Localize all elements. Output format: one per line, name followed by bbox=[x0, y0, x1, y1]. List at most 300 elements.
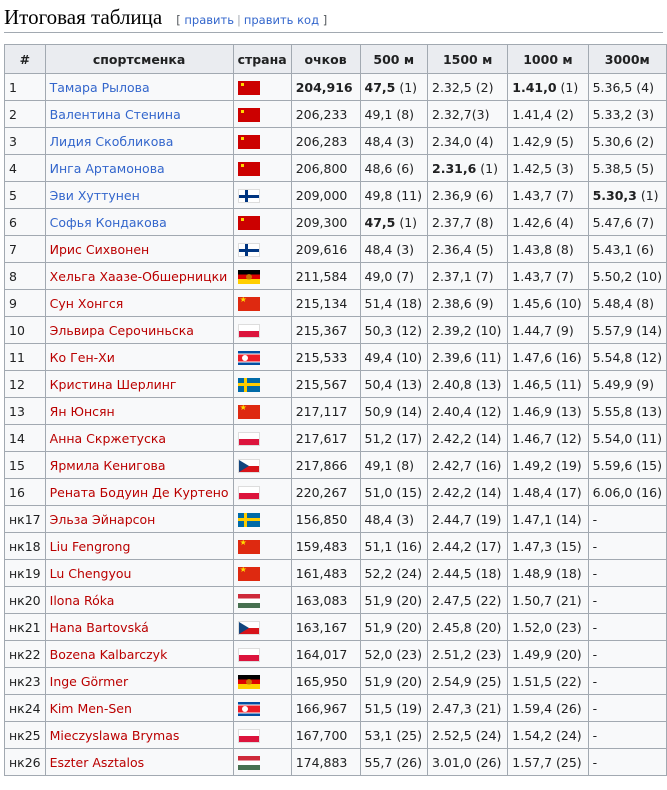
results-table bbox=[4, 44, 667, 776]
d3000-cell bbox=[588, 560, 666, 587]
d1000-cell bbox=[508, 263, 588, 290]
place-value: (23) bbox=[552, 619, 582, 635]
gdr-flag-icon[interactable] bbox=[238, 675, 260, 689]
place-value: (7) bbox=[392, 268, 415, 284]
time-value: 49,8 bbox=[364, 187, 393, 203]
points-value: 215,134 bbox=[295, 295, 348, 311]
points-value: 220,267 bbox=[295, 484, 348, 500]
d1000-cell bbox=[508, 182, 588, 209]
d1500-cell bbox=[428, 344, 508, 371]
time-value: 49,0 bbox=[364, 268, 393, 284]
rank-cell: 1 bbox=[5, 74, 46, 101]
country-cell bbox=[233, 506, 291, 533]
prk-flag-icon[interactable] bbox=[238, 702, 260, 716]
time-value: 49,4 bbox=[364, 349, 393, 365]
place-value: (6) bbox=[392, 160, 415, 176]
athlete-link[interactable]: Инга Артамонова bbox=[49, 160, 165, 176]
d500-cell bbox=[360, 236, 428, 263]
d3000-cell bbox=[588, 614, 666, 641]
d1500-cell bbox=[428, 749, 508, 776]
d500-cell bbox=[360, 155, 428, 182]
place-value: (15) bbox=[552, 538, 582, 554]
place-value: (13) bbox=[392, 376, 422, 392]
athlete-link[interactable]: Lu Chengyou bbox=[49, 565, 132, 581]
athlete-link[interactable]: Ярмила Кенигова bbox=[49, 457, 166, 473]
points-value: 215,567 bbox=[295, 376, 348, 392]
d500-cell bbox=[360, 371, 428, 398]
time-value: 51,9 bbox=[364, 592, 393, 608]
athlete-link[interactable]: Mieczyslawa Brymas bbox=[49, 727, 180, 743]
points-cell bbox=[291, 425, 360, 452]
d3000-cell bbox=[588, 749, 666, 776]
athlete-cell bbox=[45, 101, 233, 128]
athlete-link[interactable]: Eszter Asztalos bbox=[49, 754, 145, 770]
time-value: 2.37,1 bbox=[432, 268, 472, 284]
place-value: (20) bbox=[392, 592, 422, 608]
time-value: 1.46,7 bbox=[512, 430, 553, 446]
time-value: - bbox=[592, 565, 598, 581]
athlete-link[interactable]: Хельга Хаазе-Обшерницки bbox=[49, 268, 228, 284]
d500-cell bbox=[360, 749, 428, 776]
rank-cell: 6 bbox=[5, 209, 46, 236]
table-row bbox=[5, 614, 667, 641]
fin-flag-icon[interactable] bbox=[238, 189, 260, 203]
points-cell bbox=[291, 344, 360, 371]
place-value: (14) bbox=[632, 322, 662, 338]
place-value: (10) bbox=[392, 349, 422, 365]
country-cell bbox=[233, 749, 291, 776]
d3000-cell bbox=[588, 317, 666, 344]
time-value: 5.43,1 bbox=[592, 241, 633, 257]
pol-flag-icon[interactable] bbox=[238, 729, 260, 743]
place-value: (2) bbox=[632, 133, 655, 149]
table-row bbox=[5, 344, 667, 371]
time-value: - bbox=[592, 511, 598, 527]
d1000-cell bbox=[508, 587, 588, 614]
place-value: (1) bbox=[395, 214, 418, 230]
edit-link[interactable]: править bbox=[184, 13, 234, 27]
points-cell bbox=[291, 695, 360, 722]
table-row bbox=[5, 533, 667, 560]
d3000-cell bbox=[588, 236, 666, 263]
time-value: 1.41,4 bbox=[512, 106, 553, 122]
place-value: (1) bbox=[476, 160, 498, 176]
place-value: (10) bbox=[471, 322, 502, 338]
d3000-cell bbox=[588, 722, 666, 749]
points-cell bbox=[291, 641, 360, 668]
d1000-cell bbox=[508, 290, 588, 317]
time-value: 1.49,2 bbox=[512, 457, 553, 473]
d500-cell bbox=[360, 182, 428, 209]
place-value: (3) bbox=[471, 106, 490, 122]
country-cell bbox=[233, 722, 291, 749]
points-cell bbox=[291, 479, 360, 506]
athlete-cell bbox=[45, 209, 233, 236]
table-row bbox=[5, 560, 667, 587]
rank-cell: нк21 bbox=[5, 614, 46, 641]
country-cell bbox=[233, 533, 291, 560]
prc-flag-icon[interactable] bbox=[238, 405, 260, 419]
place-value: (6) bbox=[471, 187, 494, 203]
d1500-cell bbox=[428, 155, 508, 182]
time-value: 2.42,2 bbox=[432, 430, 472, 446]
points-cell bbox=[291, 155, 360, 182]
d1000-cell bbox=[508, 425, 588, 452]
table-row bbox=[5, 371, 667, 398]
place-value: (9) bbox=[552, 322, 574, 338]
place-value: (8) bbox=[471, 214, 494, 230]
edit-section-links bbox=[176, 13, 327, 27]
rank-cell: нк22 bbox=[5, 641, 46, 668]
points-value: 163,167 bbox=[295, 619, 348, 635]
place-value: (16) bbox=[632, 484, 662, 500]
athlete-cell bbox=[45, 182, 233, 209]
pol-flag-icon[interactable] bbox=[238, 432, 260, 446]
points-value: 209,000 bbox=[295, 187, 348, 203]
athlete-link[interactable]: Kim Men-Sen bbox=[49, 700, 132, 716]
athlete-cell bbox=[45, 695, 233, 722]
country-cell bbox=[233, 560, 291, 587]
hun-flag-icon[interactable] bbox=[238, 756, 260, 770]
place-value: (20) bbox=[392, 619, 422, 635]
d1500-cell bbox=[428, 668, 508, 695]
athlete-cell bbox=[45, 722, 233, 749]
rank-cell: нк25 bbox=[5, 722, 46, 749]
time-value: - bbox=[592, 673, 598, 689]
time-value: - bbox=[592, 727, 598, 743]
time-value: 2.38,6 bbox=[432, 295, 472, 311]
points-cell bbox=[291, 533, 360, 560]
col-athlete: спортсменка bbox=[45, 45, 233, 74]
time-value: - bbox=[592, 619, 598, 635]
athlete-link[interactable]: Софья Кондакова bbox=[49, 214, 167, 230]
country-cell bbox=[233, 290, 291, 317]
gdr-flag-icon[interactable] bbox=[238, 270, 260, 284]
points-cell bbox=[291, 182, 360, 209]
time-value: 48,6 bbox=[364, 160, 393, 176]
points-value: 166,967 bbox=[295, 700, 348, 716]
athlete-link[interactable]: Эльвира Серочиньска bbox=[49, 322, 194, 338]
rank-cell: 2 bbox=[5, 101, 46, 128]
place-value: (7) bbox=[471, 268, 494, 284]
time-value: 5.55,8 bbox=[592, 403, 633, 419]
place-value: (21) bbox=[471, 700, 502, 716]
athlete-link[interactable]: Тамара Рылова bbox=[49, 79, 150, 95]
points-value: 215,367 bbox=[295, 322, 348, 338]
d1500-cell bbox=[428, 587, 508, 614]
athlete-cell bbox=[45, 560, 233, 587]
table-row bbox=[5, 182, 667, 209]
time-value: 2.47,3 bbox=[432, 700, 472, 716]
time-value: 1.48,4 bbox=[512, 484, 553, 500]
d3000-cell bbox=[588, 371, 666, 398]
points-value: 209,616 bbox=[295, 241, 348, 257]
time-value: 2.32,7 bbox=[432, 106, 472, 122]
athlete-cell bbox=[45, 452, 233, 479]
points-value: 209,300 bbox=[295, 214, 348, 230]
d1500-cell bbox=[428, 74, 508, 101]
athlete-cell bbox=[45, 155, 233, 182]
place-value: (26) bbox=[552, 700, 582, 716]
rank-cell: 16 bbox=[5, 479, 46, 506]
country-cell bbox=[233, 371, 291, 398]
prc-flag-icon[interactable] bbox=[238, 567, 260, 581]
points-value: 217,117 bbox=[295, 403, 348, 419]
time-value: 5.48,4 bbox=[592, 295, 633, 311]
time-value: 1.49,9 bbox=[512, 646, 553, 662]
d500-cell bbox=[360, 74, 428, 101]
ussr-flag-icon[interactable] bbox=[238, 162, 260, 176]
d1500-cell bbox=[428, 317, 508, 344]
time-value: 53,1 bbox=[364, 727, 393, 743]
athlete-cell bbox=[45, 290, 233, 317]
d500-cell bbox=[360, 587, 428, 614]
ussr-flag-icon[interactable] bbox=[238, 81, 260, 95]
time-value: 5.54,8 bbox=[592, 349, 633, 365]
time-value: 2.44,5 bbox=[432, 565, 472, 581]
time-value: 1.41,0 bbox=[512, 79, 557, 95]
table-row bbox=[5, 128, 667, 155]
col-500m: 500 м bbox=[360, 45, 428, 74]
rank-cell: 7 bbox=[5, 236, 46, 263]
table-row bbox=[5, 425, 667, 452]
place-value: (24) bbox=[471, 727, 502, 743]
time-value: 1.43,7 bbox=[512, 268, 553, 284]
place-value: (26) bbox=[471, 754, 502, 770]
ussr-flag-icon[interactable] bbox=[238, 108, 260, 122]
edit-separator: | bbox=[236, 13, 241, 27]
athlete-cell bbox=[45, 587, 233, 614]
place-value: (24) bbox=[392, 565, 422, 581]
edit-code-link[interactable]: править код bbox=[243, 13, 320, 27]
swe-flag-icon[interactable] bbox=[238, 378, 260, 392]
d1500-cell bbox=[428, 209, 508, 236]
points-value: 206,233 bbox=[295, 106, 348, 122]
place-value: (20) bbox=[392, 673, 422, 689]
d1000-cell bbox=[508, 101, 588, 128]
swe-flag-icon[interactable] bbox=[238, 513, 260, 527]
section-heading bbox=[4, 4, 663, 33]
d3000-cell bbox=[588, 695, 666, 722]
country-cell bbox=[233, 317, 291, 344]
country-cell bbox=[233, 74, 291, 101]
place-value: (8) bbox=[392, 457, 415, 473]
cze-flag-icon[interactable] bbox=[238, 459, 260, 473]
pol-flag-icon[interactable] bbox=[238, 486, 260, 500]
place-value: (8) bbox=[552, 241, 574, 257]
prc-flag-icon[interactable] bbox=[238, 297, 260, 311]
rank-cell: 15 bbox=[5, 452, 46, 479]
col-3000m: 3000м bbox=[588, 45, 666, 74]
place-value: (17) bbox=[471, 538, 502, 554]
place-value: (9) bbox=[632, 376, 655, 392]
rank-cell: нк26 bbox=[5, 749, 46, 776]
athlete-link[interactable]: Эви Хуттунен bbox=[49, 187, 140, 203]
points-cell bbox=[291, 749, 360, 776]
points-value: 206,283 bbox=[295, 133, 348, 149]
athlete-link[interactable]: Ирис Сихвонен bbox=[49, 241, 150, 257]
table-row bbox=[5, 74, 667, 101]
place-value: (7) bbox=[632, 214, 655, 230]
athlete-link[interactable]: Ilona Róka bbox=[49, 592, 115, 608]
place-value: (12) bbox=[471, 403, 502, 419]
country-cell bbox=[233, 398, 291, 425]
table-row bbox=[5, 668, 667, 695]
d3000-cell bbox=[588, 587, 666, 614]
place-value: (11) bbox=[632, 430, 662, 446]
country-cell bbox=[233, 479, 291, 506]
time-value: 1.44,7 bbox=[512, 322, 553, 338]
athlete-cell bbox=[45, 479, 233, 506]
country-cell bbox=[233, 452, 291, 479]
prc-flag-icon[interactable] bbox=[238, 540, 260, 554]
athlete-link[interactable]: Лидия Скобликова bbox=[49, 133, 174, 149]
athlete-link[interactable]: Эльза Эйнарсон bbox=[49, 511, 156, 527]
d1000-cell bbox=[508, 74, 588, 101]
country-cell bbox=[233, 695, 291, 722]
time-value: 1.42,6 bbox=[512, 214, 553, 230]
points-cell bbox=[291, 128, 360, 155]
time-value: 5.47,6 bbox=[592, 214, 633, 230]
place-value: (13) bbox=[632, 403, 662, 419]
place-value: (8) bbox=[392, 106, 415, 122]
time-value: 50,3 bbox=[364, 322, 393, 338]
fin-flag-icon[interactable] bbox=[238, 243, 260, 257]
table-row bbox=[5, 506, 667, 533]
rank-cell: нк17 bbox=[5, 506, 46, 533]
col-points: очков bbox=[291, 45, 360, 74]
time-value: 2.44,7 bbox=[432, 511, 472, 527]
time-value: 48,4 bbox=[364, 511, 393, 527]
place-value: (16) bbox=[392, 538, 422, 554]
d1500-cell bbox=[428, 452, 508, 479]
athlete-link[interactable]: Ко Ген-Хи bbox=[49, 349, 115, 365]
d1500-cell bbox=[428, 614, 508, 641]
d500-cell bbox=[360, 668, 428, 695]
time-value: 1.51,5 bbox=[512, 673, 553, 689]
athlete-cell bbox=[45, 425, 233, 452]
d500-cell bbox=[360, 425, 428, 452]
d500-cell bbox=[360, 695, 428, 722]
time-value: 5.33,2 bbox=[592, 106, 633, 122]
athlete-cell bbox=[45, 344, 233, 371]
place-value: (12) bbox=[552, 430, 582, 446]
place-value: (18) bbox=[471, 565, 502, 581]
ussr-flag-icon[interactable] bbox=[238, 135, 260, 149]
place-value: (19) bbox=[471, 511, 502, 527]
time-value: 1.54,2 bbox=[512, 727, 553, 743]
athlete-link[interactable]: Liu Fengrong bbox=[49, 538, 131, 554]
time-value: - bbox=[592, 538, 598, 554]
bracket-close: ] bbox=[322, 13, 328, 27]
athlete-cell bbox=[45, 398, 233, 425]
athlete-link[interactable]: Hana Bartovská bbox=[49, 619, 149, 635]
ussr-flag-icon[interactable] bbox=[238, 216, 260, 230]
athlete-link[interactable]: Валентина Стенина bbox=[49, 106, 181, 122]
d3000-cell bbox=[588, 74, 666, 101]
d500-cell bbox=[360, 506, 428, 533]
d1000-cell bbox=[508, 371, 588, 398]
pol-flag-icon[interactable] bbox=[238, 648, 260, 662]
rank-cell: 4 bbox=[5, 155, 46, 182]
points-value: 159,483 bbox=[295, 538, 348, 554]
time-value: 2.44,2 bbox=[432, 538, 472, 554]
d3000-cell bbox=[588, 506, 666, 533]
athlete-link[interactable]: Ян Юнсян bbox=[49, 403, 115, 419]
cze-flag-icon[interactable] bbox=[238, 621, 260, 635]
points-cell bbox=[291, 371, 360, 398]
place-value: (14) bbox=[471, 430, 502, 446]
pol-flag-icon[interactable] bbox=[238, 324, 260, 338]
place-value: (3) bbox=[392, 241, 415, 257]
hun-flag-icon[interactable] bbox=[238, 594, 260, 608]
rank-cell: нк18 bbox=[5, 533, 46, 560]
place-value: (11) bbox=[471, 349, 502, 365]
d3000-cell bbox=[588, 479, 666, 506]
rank-cell: нк23 bbox=[5, 668, 46, 695]
col-1500m: 1500 м bbox=[428, 45, 508, 74]
athlete-link[interactable]: Сун Хонгся bbox=[49, 295, 124, 311]
time-value: 51,4 bbox=[364, 295, 393, 311]
d1000-cell bbox=[508, 209, 588, 236]
athlete-link[interactable]: Кристина Шерлинг bbox=[49, 376, 177, 392]
d500-cell bbox=[360, 101, 428, 128]
d500-cell bbox=[360, 209, 428, 236]
time-value: 5.49,9 bbox=[592, 376, 633, 392]
athlete-link[interactable]: Рената Бодуин Де Куртено bbox=[49, 484, 229, 500]
rank-cell: 8 bbox=[5, 263, 46, 290]
d1500-cell bbox=[428, 128, 508, 155]
time-value: 50,9 bbox=[364, 403, 393, 419]
time-value: 1.46,9 bbox=[512, 403, 553, 419]
country-cell bbox=[233, 614, 291, 641]
time-value: 52,2 bbox=[364, 565, 393, 581]
table-row bbox=[5, 479, 667, 506]
d1500-cell bbox=[428, 479, 508, 506]
rank-cell: 12 bbox=[5, 371, 46, 398]
athlete-link[interactable]: Inge Görmer bbox=[49, 673, 129, 689]
place-value: (22) bbox=[471, 592, 502, 608]
place-value: (18) bbox=[552, 565, 582, 581]
time-value: 50,4 bbox=[364, 376, 393, 392]
d1500-cell bbox=[428, 236, 508, 263]
time-value: 2.34,0 bbox=[432, 133, 472, 149]
d1000-cell bbox=[508, 452, 588, 479]
athlete-link[interactable]: Анна Скржетуска bbox=[49, 430, 167, 446]
place-value: (5) bbox=[632, 160, 655, 176]
prk-flag-icon[interactable] bbox=[238, 351, 260, 365]
place-value: (17) bbox=[552, 484, 582, 500]
country-cell bbox=[233, 641, 291, 668]
d3000-cell bbox=[588, 641, 666, 668]
place-value: (11) bbox=[552, 376, 582, 392]
athlete-link[interactable]: Bozena Kalbarczyk bbox=[49, 646, 168, 662]
place-value: (20) bbox=[471, 619, 502, 635]
time-value: 1.43,7 bbox=[512, 187, 553, 203]
place-value: (3) bbox=[392, 133, 415, 149]
time-value: 5.30,3 bbox=[592, 187, 637, 203]
d1000-cell bbox=[508, 533, 588, 560]
athlete-cell bbox=[45, 74, 233, 101]
place-value: (4) bbox=[471, 133, 494, 149]
points-value: 206,800 bbox=[295, 160, 348, 176]
points-cell bbox=[291, 668, 360, 695]
d1000-cell bbox=[508, 344, 588, 371]
rank-cell: нк19 bbox=[5, 560, 46, 587]
col-rank: # bbox=[5, 45, 46, 74]
time-value: 55,7 bbox=[364, 754, 393, 770]
points-cell bbox=[291, 560, 360, 587]
